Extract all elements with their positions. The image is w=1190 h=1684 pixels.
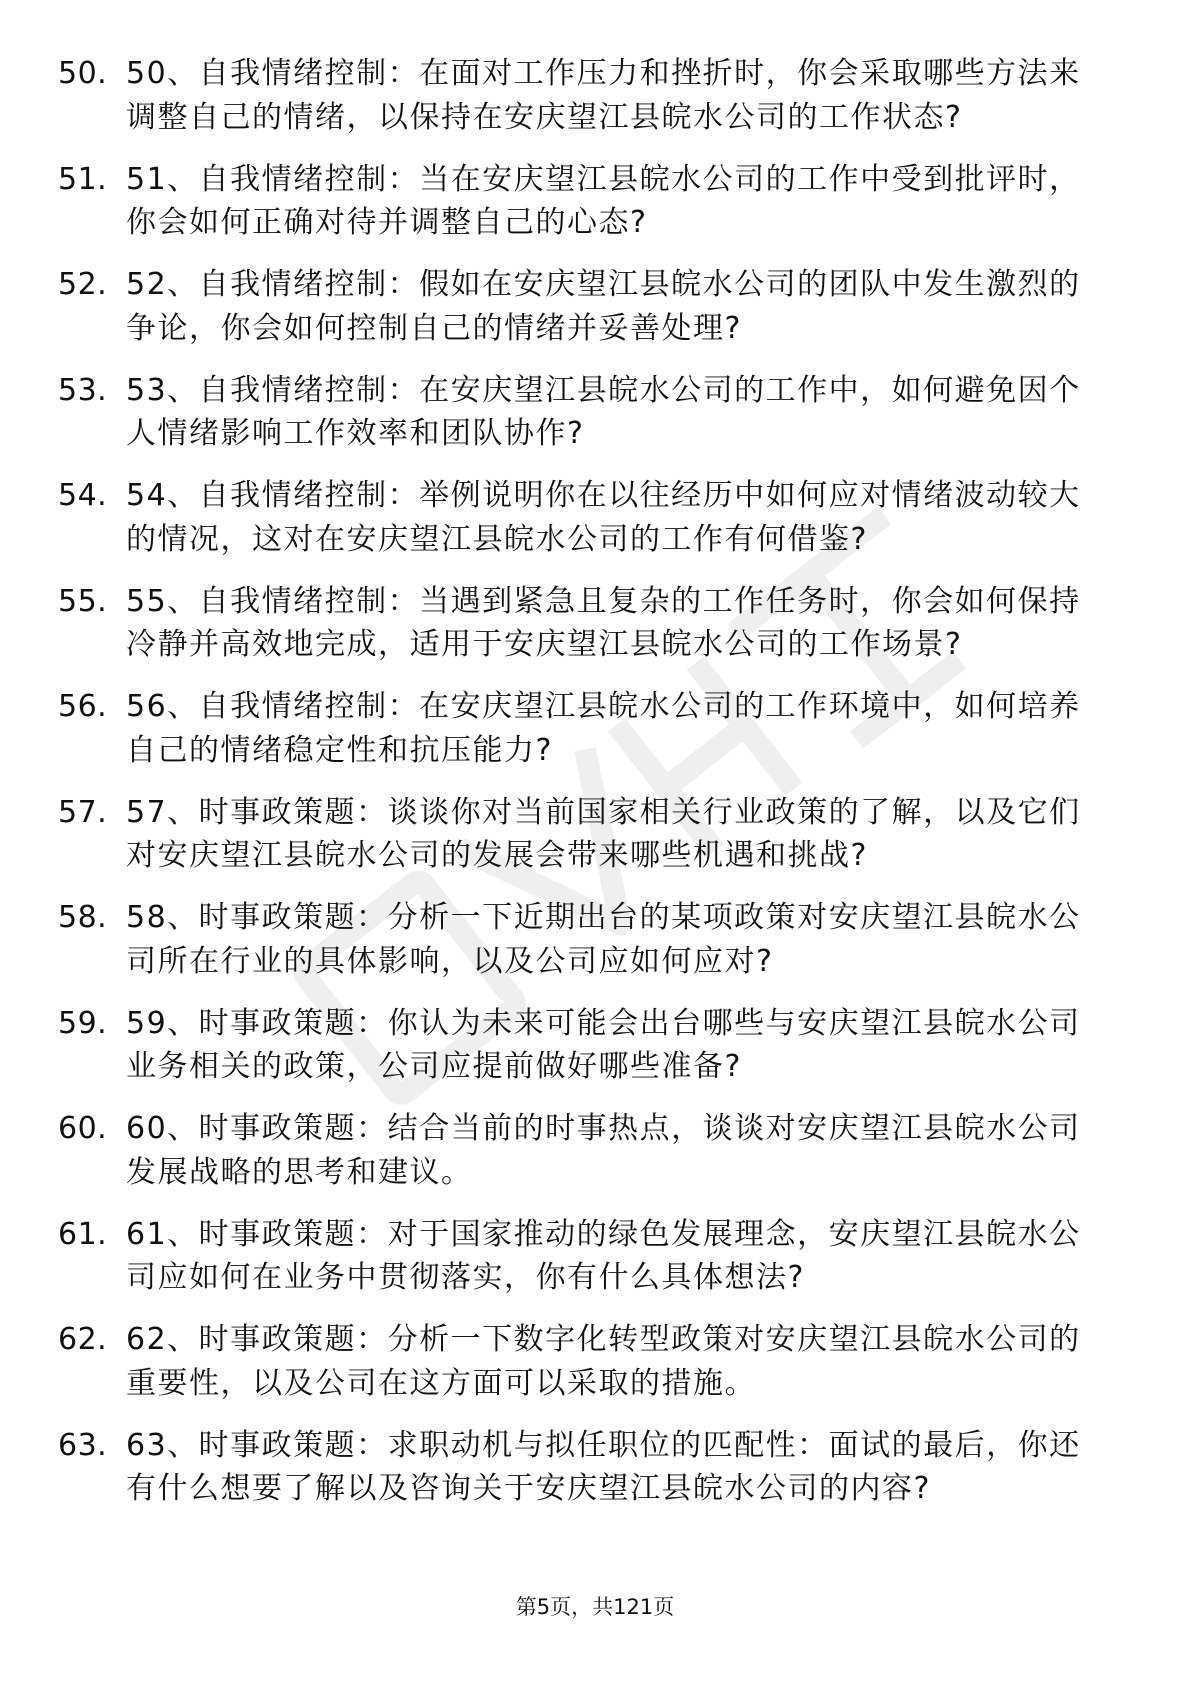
question-item-52 <box>58 263 1118 350</box>
page-number-footer: 第5页，共121页 <box>515 1595 675 1619</box>
question-text: 54、自我情绪控制：举例说明你在以往经历中如何应对情绪波动较大的情况，这对在安庆望江县皖水公司的工作有何借鉴? <box>126 478 1081 557</box>
question-item-57 <box>58 791 1118 878</box>
question-number: 59. <box>58 1005 108 1041</box>
question-text: 61、时事政策题：对于国家推动的绿色发展理念，安庆望江县皖水公司应如何在业务中贯彻落实，你有什么具体想法? <box>126 1216 1081 1295</box>
question-number: 51. <box>58 161 108 197</box>
question-item-60 <box>58 1107 1118 1194</box>
question-text: 63、时事政策题：求职动机与拟任职位的匹配性：面试的最后，你还有什么想要了解以及咨询关于安庆望江县皖水公司的内容? <box>126 1427 1081 1506</box>
question-item-51 <box>58 158 1118 245</box>
question-item-54 <box>58 474 1118 561</box>
question-number: 62. <box>58 1322 108 1357</box>
question-text: 50、自我情绪控制：在面对工作压力和挫折时，你会采取哪些方法来调整自己的情绪，以保持在安庆望江县皖水公司的工作状态? <box>126 56 1081 135</box>
question-text: 62、时事政策题：分析一下数字化转型政策对安庆望江县皖水公司的重要性，以及公司在这方面可以采取的措施。 <box>126 1322 1081 1401</box>
question-number: 63. <box>58 1427 108 1463</box>
question-item-56 <box>58 685 1118 772</box>
question-number: 50. <box>58 56 108 91</box>
question-item-55 <box>58 580 1118 667</box>
question-number: 60. <box>58 1111 108 1146</box>
question-number: 54. <box>58 478 108 513</box>
question-text: 55、自我情绪控制：当遇到紧急且复杂的工作任务时，你会如何保持冷静并高效地完成，适用于安庆望江县皖水公司的工作场景? <box>126 583 1081 662</box>
question-number: 53. <box>58 372 108 408</box>
question-item-61 <box>58 1213 1118 1300</box>
question-text: 60、时事政策题：结合当前的时事热点，谈谈对安庆望江县皖水公司发展战略的思考和建议。 <box>126 1111 1081 1190</box>
question-number: 52. <box>58 267 108 302</box>
question-list <box>58 52 1118 1529</box>
question-item-59 <box>58 1002 1118 1089</box>
question-item-62 <box>58 1318 1118 1405</box>
question-number: 56. <box>58 689 108 724</box>
question-item-58 <box>58 896 1118 983</box>
question-text: 51、自我情绪控制：当在安庆望江县皖水公司的工作中受到批评时，你会如何正确对待并调整自己的心态? <box>126 161 1081 240</box>
question-item-53 <box>58 369 1118 456</box>
question-text: 56、自我情绪控制：在安庆望江县皖水公司的工作环境中，如何培养自己的情绪稳定性和抗压能力? <box>126 689 1081 768</box>
question-number: 57. <box>58 794 108 830</box>
question-number: 61. <box>58 1216 108 1252</box>
question-number: 58. <box>58 900 108 935</box>
question-text: 52、自我情绪控制：假如在安庆望江县皖水公司的团队中发生激烈的争论，你会如何控制自己的情绪并妥善处理? <box>126 267 1081 346</box>
question-number: 55. <box>58 583 108 619</box>
question-text: 53、自我情绪控制：在安庆望江县皖水公司的工作中，如何避免因个人情绪影响工作效率和团队协作? <box>126 372 1081 451</box>
question-text: 58、时事政策题：分析一下近期出台的某项政策对安庆望江县皖水公司所在行业的具体影响，以及公司应如何应对? <box>126 900 1081 979</box>
question-text: 57、时事政策题：谈谈你对当前国家相关行业政策的了解，以及它们对安庆望江县皖水公司的发展会带来哪些机遇和挑战? <box>126 794 1081 873</box>
question-text: 59、时事政策题：你认为未来可能会出台哪些与安庆望江县皖水公司业务相关的政策，公司应提前做好哪些准备? <box>126 1005 1081 1084</box>
question-item-63 <box>58 1424 1118 1511</box>
question-item-50 <box>58 52 1118 139</box>
